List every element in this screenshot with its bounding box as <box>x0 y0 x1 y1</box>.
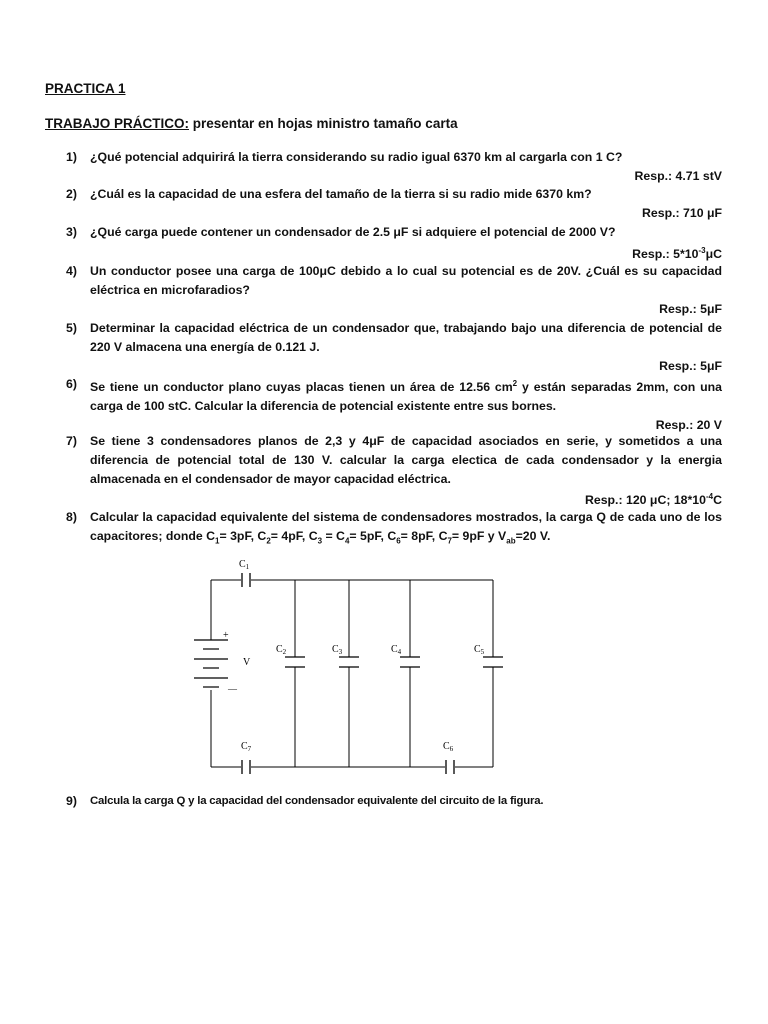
question-text: Calcula la carga Q y la capacidad del condensador equivalente del circuito de la figura. <box>90 795 544 807</box>
question-number: 7) <box>66 434 77 448</box>
assignment-instructions: presentar en hojas ministro tamaño carta <box>189 116 458 131</box>
subscript: 7 <box>447 536 452 546</box>
question-number: 5) <box>66 321 77 335</box>
question-number: 4) <box>66 264 77 278</box>
question-text-part: = 5pF, C <box>349 528 397 543</box>
label-voltage: V <box>243 657 251 668</box>
answer-unit: μC <box>705 246 722 261</box>
label-c5: $C_5$ <box>474 644 485 656</box>
label-plus: + <box>223 630 229 641</box>
answer-text: Resp.: 120 μC; 18*10 <box>584 493 706 508</box>
question-text: ¿Qué potencial adquirirá la tierra considerando su radio igual 6370 km al cargarla con 1 C? <box>90 150 623 164</box>
question-text: ¿Qué carga puede contener un condensador de 2.5 μF si adquiere el potencial de 2000 V? <box>90 225 616 239</box>
subscript: 3 <box>317 536 323 546</box>
subscript: ab <box>506 536 516 546</box>
area-exponent: 2 <box>512 379 518 388</box>
question-answer: Resp.: 5μF <box>659 358 722 373</box>
subscript: 6 <box>396 536 401 546</box>
circuit-wires <box>211 580 493 767</box>
label-c6: $C_6$ <box>443 741 454 753</box>
subscript: 4 <box>344 536 350 546</box>
answer-exponent: -3 <box>698 245 706 255</box>
question-text-part: = 3pF, C <box>219 528 267 543</box>
question-text: Determinar la capacidad eléctrica de un condensador que, trabajando bajo una diferencia de potencial de 220 V almacena una energía de 0.121 J. <box>90 321 722 354</box>
question-text-part: = 4pF, C <box>270 528 318 543</box>
question-text-part: =20 V. <box>515 528 551 543</box>
battery-symbol <box>194 640 228 687</box>
assignment-label: TRABAJO PRÁCTICO: <box>45 116 189 131</box>
question-text: Se tiene 3 condensadores planos de 2,3 y 4μF de capacidad asociados en serie, y sometidos a una diferencia de potencial total de 130 V. calcular la carga electica de cada condensador y la energia almacenada en el condensador de mayor capacidad eléctrica. <box>90 434 722 486</box>
question-text-part: = 8pF, C <box>400 528 448 543</box>
answer-unit: C <box>713 493 722 508</box>
question-text: ¿Cuál es la capacidad de una esfera del tamaño de la tierra si su radio mide 6370 km? <box>90 187 592 201</box>
label-c4: $C_4$ <box>391 644 402 656</box>
question-text-part: = C <box>322 528 345 543</box>
question-number: 1) <box>66 150 77 164</box>
subscript: 1 <box>215 536 220 546</box>
question-9 <box>66 792 722 811</box>
question-text-part: Se tiene un conductor plano cuyas placas tienen un área de 12.56 cm <box>90 380 513 395</box>
question-answer: Resp.: 710 μF <box>642 205 722 220</box>
label-c2: $C_2$ <box>276 644 287 656</box>
page-title: PRACTICA 1 <box>45 81 126 96</box>
answer-text: Resp.: 5*10 <box>632 246 699 261</box>
label-c3: $C_3$ <box>332 644 343 656</box>
capacitor-plates <box>242 573 503 774</box>
subscript: 2 <box>266 536 271 546</box>
question-text-part: y están separadas 2mm, con una carga de 100 stC. Calcular la diferencia de potencial existente entre sus bornes. <box>90 380 722 413</box>
question-answer: Resp.: 4.71 stV <box>634 168 722 183</box>
question-number: 6) <box>66 377 77 391</box>
question-text-part: Calcular la capacidad equivalente del sistema de condensadores mostrados, la carga Q de cada uno de los capacitores; donde C <box>90 510 722 543</box>
label-minus: — <box>228 684 237 694</box>
label-c1: $C_1$ <box>239 559 250 571</box>
question-answer: Resp.: 5μF <box>659 301 722 316</box>
label-c7: $C_7$ <box>241 741 252 753</box>
question-number: 9) <box>66 794 77 808</box>
question-number: 8) <box>66 510 77 524</box>
question-answer: Resp.: 20 V <box>655 417 722 432</box>
question-number: 3) <box>66 225 77 239</box>
question-text: Un conductor posee una carga de 100μC debido a lo cual su potencial es de 20V. ¿Cuál es su capacidad eléctrica en microfaradios? <box>90 264 722 297</box>
question-number: 2) <box>66 187 77 201</box>
answer-exponent: -4 <box>705 492 714 502</box>
question-text-part: = 9pF y V <box>451 528 507 543</box>
